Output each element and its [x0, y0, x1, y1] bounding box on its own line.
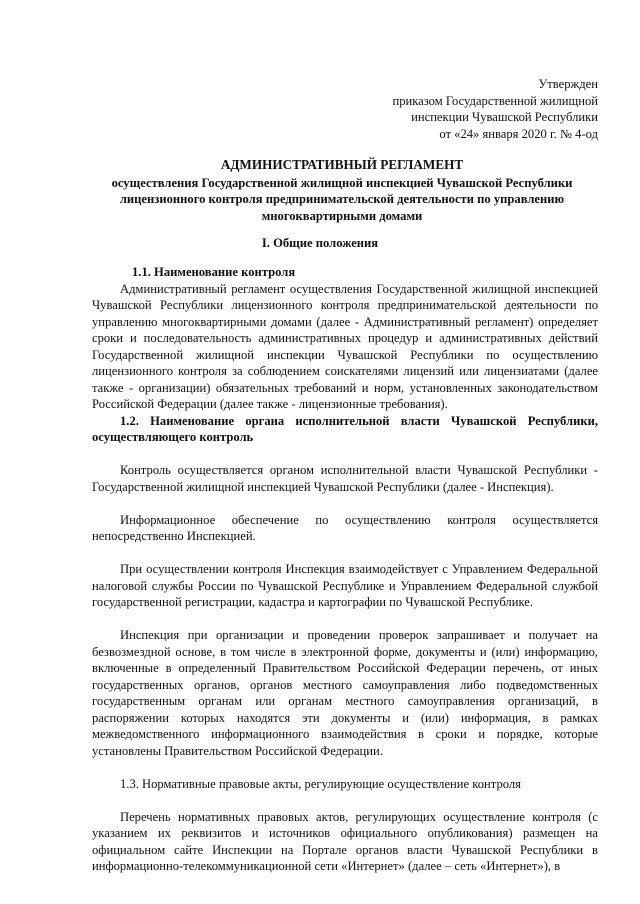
paragraph-1-2-c: При осуществлении контроля Инспекция взаимодействует с Управлением Федеральной налоговой службы России по Чувашской Республике и Управлением Федеральной службой государственной регистрации, кадастра и картографии по Чувашской Республике.	[92, 562, 598, 609]
title-main: АДМИНИСТРАТИВНЫЙ РЕГЛАМЕНТ	[220, 157, 464, 172]
paragraph-1-2-b: Информационное обеспечение по осуществлению контроля осуществляется непосредственно Инспекцией.	[92, 512, 598, 543]
title-subtitle: осуществления Государственной жилищной инспекцией Чувашской Республики лицензионного контроля предпринимательской деятельности по управлению многоквартирными домами	[111, 175, 573, 223]
paragraph-1-3: Перечень нормативных правовых актов, регулирующих осуществление контроля (с указанием их реквизитов и источников официального опубликования) размещен на официальном сайте Инспекции на Портале органов власти Чувашской Республики в информационно-телекоммуникационной сети «Интернет» (далее – сеть «Интернет»), в	[92, 809, 598, 873]
approval-stamp	[392, 76, 598, 142]
heading-1-3: 1.3. Нормативные правовые акты, регулирующие осуществление контроля	[120, 776, 521, 791]
paragraph-1-2-a: Контроль осуществляется органом исполнительной власти Чувашской Республики - Государственной жилищной инспекцией Чувашской Республики (далее - Инспекция).	[92, 463, 598, 494]
paragraph-1-2-d: Инспекция при организации и проведении проверок запрашивает и получает на безвозмездной основе, в том числе в электронной форме, документы и (или) информацию, включенные в определенный Правительством Российской Федерации перечень, от иных государственных органов, органов местного самоуправления либо подведомственных государственным органам или органам местного самоуправления организаций, в распоряжении которых находятся эти документы и (или) информация, в рамках межведомственного информационного взаимодействия в сроки и порядке, которые установлены Правительством Российской Федерации.	[92, 628, 598, 758]
document-title	[92, 157, 592, 224]
document-body	[92, 264, 598, 875]
approval-line-1: Утвержден	[538, 77, 598, 91]
approval-line-4: от «24» января 2020 г. № 4-од	[439, 126, 598, 141]
section-heading: I. Общие положения	[261, 236, 379, 250]
approval-line-3: инспекции Чувашской Республики	[411, 110, 598, 124]
heading-1-1: 1.1. Наименование контроля	[132, 265, 296, 279]
approval-line-2: приказом Государственной жилищной	[392, 93, 598, 108]
heading-1-2: 1.2. Наименование органа исполнительной власти Чувашской Республики, осуществляющего контроль	[92, 413, 598, 444]
paragraph-1-1: Административный регламент осуществления Государственной жилищной инспекцией Чувашской Республики лицензионного контроля предпринимательской деятельности по управлению многоквартирными домами (далее - Административный регламент) определяет сроки и последовательность административных процедур и административных действий Государственной жилищной инспекции Чувашской Республики по осуществлению лицензионного контроля за соблюдением соискателями лицензий или лицензиатами (далее также - организации) обязательных требований и норм, установленных законодательством Российской Федерации (далее также - лицензионные требования).	[92, 281, 598, 411]
